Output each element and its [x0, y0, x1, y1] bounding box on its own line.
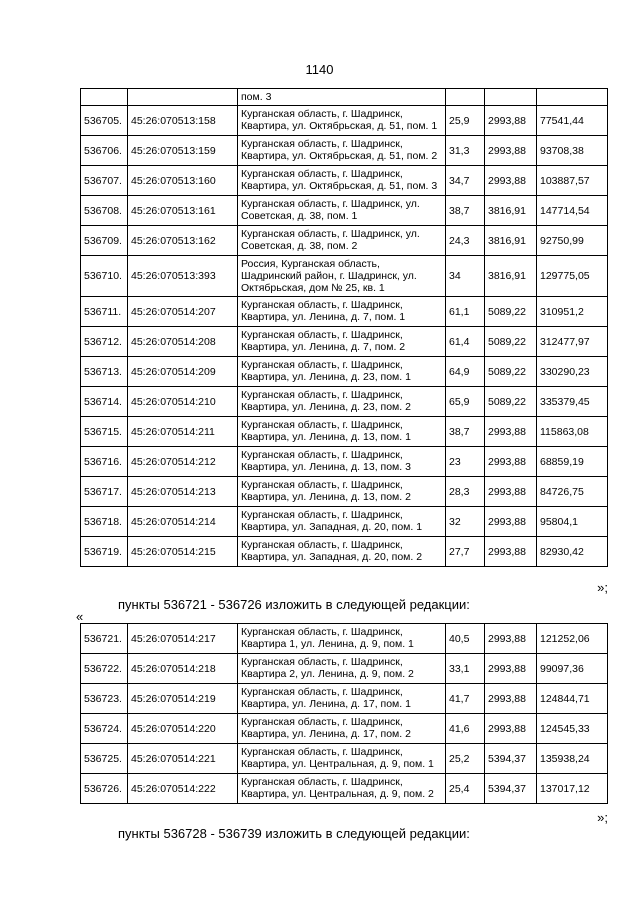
- row-number-cell: 536710.: [81, 256, 128, 297]
- cadastral-value-cell: 310951,2: [537, 297, 608, 327]
- area-cell: 25,2: [446, 744, 485, 774]
- closing-quote-2: »;: [597, 810, 608, 825]
- row-number-cell: 536709.: [81, 226, 128, 256]
- rate-cell: 2993,88: [485, 507, 537, 537]
- rate-cell: 2993,88: [485, 714, 537, 744]
- area-cell: 40,5: [446, 624, 485, 654]
- area-cell: 41,6: [446, 714, 485, 744]
- rate-cell: 2993,88: [485, 417, 537, 447]
- table-row: [81, 297, 608, 327]
- cadastral-number-cell: 45:26:070513:161: [128, 196, 238, 226]
- address-cell: Курганская область, г. Шадринск, ул. Советская, д. 38, пом. 2: [238, 226, 446, 256]
- table-row: [81, 327, 608, 357]
- cadastral-number-cell: 45:26:070513:158: [128, 106, 238, 136]
- address-cell: Курганская область, г. Шадринск, Квартира, ул. Ленина, д. 7, пом. 2: [238, 327, 446, 357]
- row-number-cell: 536718.: [81, 507, 128, 537]
- cadastral-value-cell: 68859,19: [537, 447, 608, 477]
- table-row: [81, 136, 608, 166]
- opening-quote: «: [76, 609, 84, 624]
- area-cell: 38,7: [446, 417, 485, 447]
- row-number-cell: 536722.: [81, 654, 128, 684]
- table-row: [81, 654, 608, 684]
- closing-quote-1: »;: [597, 580, 608, 595]
- address-cell: Курганская область, г. Шадринск, Квартира, ул. Западная, д. 20, пом. 1: [238, 507, 446, 537]
- rate-cell: 5394,37: [485, 774, 537, 804]
- address-cell: Курганская область, г. Шадринск, Квартира, ул. Ленина, д. 23, пом. 2: [238, 387, 446, 417]
- table-row: [81, 387, 608, 417]
- cadastral-number-cell: 45:26:070514:215: [128, 537, 238, 567]
- address-cell: Курганская область, г. Шадринск, Квартира, ул. Октябрьская, д. 51, пом. 3: [238, 166, 446, 196]
- area-cell: 24,3: [446, 226, 485, 256]
- table-row: [81, 166, 608, 196]
- address-cell: Курганская область, г. Шадринск, Квартира, ул. Ленина, д. 17, пом. 1: [238, 684, 446, 714]
- row-number-cell: 536717.: [81, 477, 128, 507]
- area-cell: 38,7: [446, 196, 485, 226]
- cadastral-number-cell: 45:26:070514:221: [128, 744, 238, 774]
- cadastral-number-cell: [128, 89, 238, 106]
- cadastral-value-cell: 95804,1: [537, 507, 608, 537]
- cadastral-value-cell: 124844,71: [537, 684, 608, 714]
- row-number-cell: 536724.: [81, 714, 128, 744]
- row-number-cell: 536706.: [81, 136, 128, 166]
- area-cell: 41,7: [446, 684, 485, 714]
- cadastral-number-cell: 45:26:070514:220: [128, 714, 238, 744]
- cadastral-value-cell: 135938,24: [537, 744, 608, 774]
- table-row: [81, 106, 608, 136]
- area-cell: 33,1: [446, 654, 485, 684]
- address-cell: пом. 3: [238, 89, 446, 106]
- cadastral-value-cell: 77541,44: [537, 106, 608, 136]
- cadastral-number-cell: 45:26:070513:162: [128, 226, 238, 256]
- cadastral-value-cell: 93708,38: [537, 136, 608, 166]
- row-number-cell: 536721.: [81, 624, 128, 654]
- address-cell: Курганская область, г. Шадринск, Квартира, ул. Октябрьская, д. 51, пом. 1: [238, 106, 446, 136]
- area-cell: 61,1: [446, 297, 485, 327]
- row-number-cell: 536705.: [81, 106, 128, 136]
- cadastral-number-cell: 45:26:070514:214: [128, 507, 238, 537]
- row-number-cell: 536714.: [81, 387, 128, 417]
- cadastral-number-cell: 45:26:070514:212: [128, 447, 238, 477]
- rate-cell: 2993,88: [485, 477, 537, 507]
- cadastral-value-cell: 335379,45: [537, 387, 608, 417]
- cadastral-value-cell: 330290,23: [537, 357, 608, 387]
- table-row-continuation: [81, 89, 608, 106]
- area-cell: 27,7: [446, 537, 485, 567]
- row-number-cell: 536715.: [81, 417, 128, 447]
- cadastral-number-cell: 45:26:070514:208: [128, 327, 238, 357]
- cadastral-value-cell: 99097,36: [537, 654, 608, 684]
- rate-cell: 2993,88: [485, 106, 537, 136]
- table-row: [81, 417, 608, 447]
- address-cell: Курганская область, г. Шадринск, Квартира, ул. Ленина, д. 13, пом. 1: [238, 417, 446, 447]
- address-cell: Курганская область, г. Шадринск, Квартира, ул. Западная, д. 20, пом. 2: [238, 537, 446, 567]
- area-cell: 25,4: [446, 774, 485, 804]
- rate-cell: [485, 89, 537, 106]
- area-cell: 34,7: [446, 166, 485, 196]
- cadastral-value-cell: 82930,42: [537, 537, 608, 567]
- row-number-cell: 536719.: [81, 537, 128, 567]
- row-number-cell: 536712.: [81, 327, 128, 357]
- address-cell: Курганская область, г. Шадринск, Квартира, ул. Центральная, д. 9, пом. 1: [238, 744, 446, 774]
- page-number: 1140: [305, 62, 334, 77]
- cadastral-value-cell: 312477,97: [537, 327, 608, 357]
- address-cell: Курганская область, г. Шадринск, Квартира, ул. Октябрьская, д. 51, пом. 2: [238, 136, 446, 166]
- rate-cell: 2993,88: [485, 537, 537, 567]
- row-number-cell: 536716.: [81, 447, 128, 477]
- cadastral-value-cell: 84726,75: [537, 477, 608, 507]
- cadastral-value-cell: 129775,05: [537, 256, 608, 297]
- table-row: [81, 256, 608, 297]
- area-cell: 23: [446, 447, 485, 477]
- rate-cell: 2993,88: [485, 684, 537, 714]
- address-cell: Россия, Курганская область, Шадринский район, г. Шадринск, ул. Октябрьская, дом № 25, кв. 1: [238, 256, 446, 297]
- cadastral-value-cell: 92750,99: [537, 226, 608, 256]
- amendment-instruction-1: пункты 536721 - 536726 изложить в следующей редакции:: [118, 597, 470, 612]
- rate-cell: 3816,91: [485, 196, 537, 226]
- rate-cell: 5089,22: [485, 297, 537, 327]
- address-cell: Курганская область, г. Шадринск, Квартира, ул. Ленина, д. 23, пом. 1: [238, 357, 446, 387]
- cadastral-number-cell: 45:26:070514:218: [128, 654, 238, 684]
- rate-cell: 3816,91: [485, 256, 537, 297]
- cadastral-number-cell: 45:26:070513:393: [128, 256, 238, 297]
- table-row: [81, 226, 608, 256]
- cadastral-value-cell: 115863,08: [537, 417, 608, 447]
- cadastral-value-cell: [537, 89, 608, 106]
- address-cell: Курганская область, г. Шадринск, Квартира, ул. Ленина, д. 13, пом. 2: [238, 477, 446, 507]
- rate-cell: 2993,88: [485, 654, 537, 684]
- table-row: [81, 537, 608, 567]
- rate-cell: 5089,22: [485, 357, 537, 387]
- rate-cell: 2993,88: [485, 166, 537, 196]
- area-cell: 25,9: [446, 106, 485, 136]
- area-cell: 32: [446, 507, 485, 537]
- address-cell: Курганская область, г. Шадринск, Квартира, ул. Ленина, д. 17, пом. 2: [238, 714, 446, 744]
- rate-cell: 3816,91: [485, 226, 537, 256]
- address-cell: Курганская область, г. Шадринск, Квартира, ул. Центральная, д. 9, пом. 2: [238, 774, 446, 804]
- cadastral-number-cell: 45:26:070514:209: [128, 357, 238, 387]
- address-cell: Курганская область, г. Шадринск, ул. Советская, д. 38, пом. 1: [238, 196, 446, 226]
- area-cell: 31,3: [446, 136, 485, 166]
- area-cell: 65,9: [446, 387, 485, 417]
- cadastral-value-cell: 121252,06: [537, 624, 608, 654]
- cadastral-number-cell: 45:26:070514:207: [128, 297, 238, 327]
- row-number-cell: 536723.: [81, 684, 128, 714]
- rate-cell: 5089,22: [485, 327, 537, 357]
- table-row: [81, 357, 608, 387]
- cadastral-value-cell: 137017,12: [537, 774, 608, 804]
- table-row: [81, 447, 608, 477]
- row-number-cell: 536726.: [81, 774, 128, 804]
- table-row: [81, 507, 608, 537]
- area-cell: 28,3: [446, 477, 485, 507]
- cadastral-number-cell: 45:26:070514:211: [128, 417, 238, 447]
- area-cell: 61,4: [446, 327, 485, 357]
- address-cell: Курганская область, г. Шадринск, Квартира 2, ул. Ленина, д. 9, пом. 2: [238, 654, 446, 684]
- cadastral-number-cell: 45:26:070514:217: [128, 624, 238, 654]
- rate-cell: 2993,88: [485, 624, 537, 654]
- registry-table-1: [80, 88, 608, 567]
- address-cell: Курганская область, г. Шадринск, Квартира, ул. Ленина, д. 7, пом. 1: [238, 297, 446, 327]
- cadastral-number-cell: 45:26:070514:210: [128, 387, 238, 417]
- area-cell: 64,9: [446, 357, 485, 387]
- amendment-instruction-2: пункты 536728 - 536739 изложить в следующей редакции:: [118, 826, 470, 841]
- rate-cell: 5394,37: [485, 744, 537, 774]
- cadastral-number-cell: 45:26:070514:222: [128, 774, 238, 804]
- cadastral-value-cell: 147714,54: [537, 196, 608, 226]
- area-cell: 34: [446, 256, 485, 297]
- rate-cell: 2993,88: [485, 136, 537, 166]
- cadastral-number-cell: 45:26:070514:213: [128, 477, 238, 507]
- cadastral-number-cell: 45:26:070514:219: [128, 684, 238, 714]
- area-cell: [446, 89, 485, 106]
- table-row: [81, 684, 608, 714]
- row-number-cell: 536707.: [81, 166, 128, 196]
- row-number-cell: 536711.: [81, 297, 128, 327]
- table-row: [81, 624, 608, 654]
- table-row: [81, 196, 608, 226]
- table-row: [81, 714, 608, 744]
- table-row: [81, 744, 608, 774]
- registry-table-2: [80, 623, 608, 804]
- row-number-cell: 536713.: [81, 357, 128, 387]
- rate-cell: 5089,22: [485, 387, 537, 417]
- cadastral-number-cell: 45:26:070513:159: [128, 136, 238, 166]
- table-row: [81, 477, 608, 507]
- row-number-cell: [81, 89, 128, 106]
- address-cell: Курганская область, г. Шадринск, Квартира, ул. Ленина, д. 13, пом. 3: [238, 447, 446, 477]
- table-row: [81, 774, 608, 804]
- row-number-cell: 536708.: [81, 196, 128, 226]
- address-cell: Курганская область, г. Шадринск, Квартира 1, ул. Ленина, д. 9, пом. 1: [238, 624, 446, 654]
- row-number-cell: 536725.: [81, 744, 128, 774]
- cadastral-value-cell: 124545,33: [537, 714, 608, 744]
- cadastral-value-cell: 103887,57: [537, 166, 608, 196]
- cadastral-number-cell: 45:26:070513:160: [128, 166, 238, 196]
- rate-cell: 2993,88: [485, 447, 537, 477]
